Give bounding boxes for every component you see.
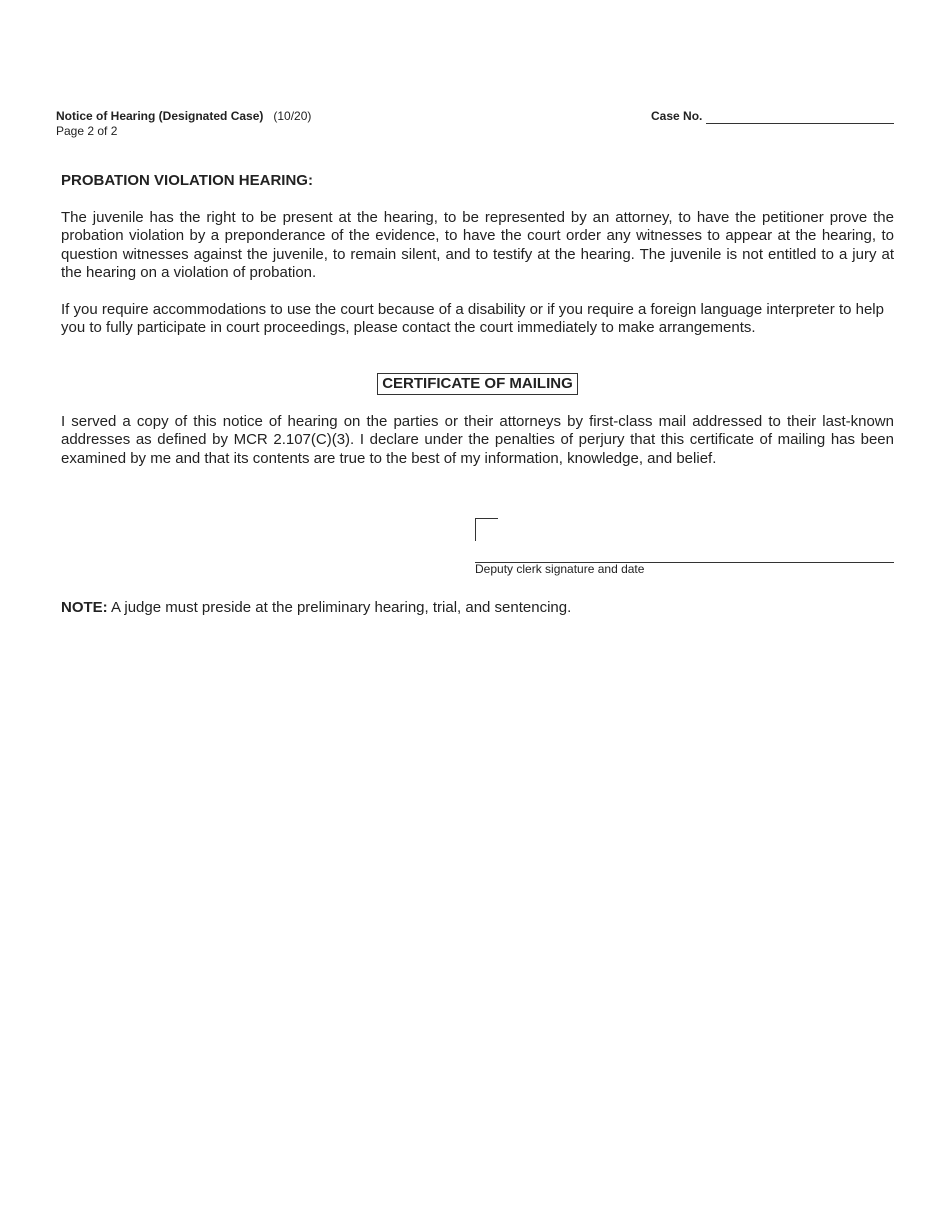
signature-caption: Deputy clerk signature and date <box>475 562 645 576</box>
form-title: Notice of Hearing (Designated Case) <box>56 109 264 123</box>
certificate-title: CERTIFICATE OF MAILING <box>377 373 578 395</box>
form-revision: (10/20) <box>273 109 312 123</box>
juvenile-rights-paragraph: The juvenile has the right to be present at the hearing, to be represented by an attorney, to have the petitioner prove the probation violation by a preponderance of the evidence, to have the court order any witnesses to appear at the hearing, to question witnesses against the juvenile, to remain silent, and to testify at the hearing. The juvenile is not entitled to a jury at the hearing on a violation of probation. <box>61 208 894 281</box>
accommodations-paragraph: If you require accommodations to use the court because of a disability or if you require a foreign language interpreter to help you to fully participate in court proceedings, please contact the court immediately to make arrangements. <box>61 300 884 336</box>
note-text: A judge must preside at the preliminary hearing, trial, and sentencing. <box>111 599 572 616</box>
signature-box-corner <box>475 518 498 541</box>
probation-heading: PROBATION VIOLATION HEARING: <box>61 172 313 189</box>
note-label: NOTE: <box>61 599 108 616</box>
certificate-statement: I served a copy of this notice of hearing on the parties or their attorneys by first-class mail addressed to their last-known addresses as defined by MCR 2.107(C)(3). I declare under the penalties of perjury that this certificate of mailing has been examined by me and that its contents are true to the best of my information, knowledge, and belief. <box>61 412 894 467</box>
page-indicator: Page 2 of 2 <box>56 124 118 138</box>
form-title-line <box>56 109 311 124</box>
judge-note <box>61 599 571 617</box>
case-number-input[interactable] <box>706 112 894 124</box>
form-header <box>56 109 311 139</box>
certificate-title-wrap <box>61 373 894 395</box>
case-number-field <box>651 109 894 124</box>
case-number-label: Case No. <box>651 109 703 123</box>
main-content <box>61 172 894 468</box>
